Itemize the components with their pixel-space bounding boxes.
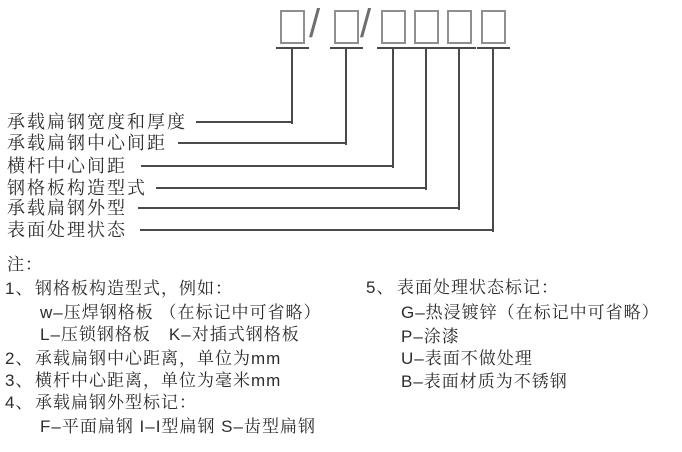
leader-horizontal-3 [141, 165, 394, 167]
leader-horizontal-5 [138, 207, 460, 209]
leader-horizontal-6 [140, 229, 494, 231]
note-item-5-sub-p: P–涂漆 [401, 327, 460, 346]
code-box-3 [381, 10, 406, 44]
note-item-4-number: 4、 [5, 393, 34, 412]
separator-slash-1: / [309, 2, 321, 46]
code-box-6 [481, 10, 506, 44]
leader-horizontal-4 [156, 187, 427, 189]
note-item-2-text: 承载扁钢中心距离，单位为mm [35, 349, 282, 368]
note-item-4-text: 承载扁钢外型标记： [35, 393, 197, 412]
code-box-4 [414, 10, 439, 44]
field-label-width-thickness: 承载扁钢宽度和厚度 [7, 112, 187, 132]
note-item-3 [5, 370, 281, 392]
note-item-1-sub-lk: L–压锁钢格板 K–对插式钢格板 [40, 325, 300, 344]
note-item-2-number: 2、 [5, 349, 34, 368]
code-box-1 [280, 10, 305, 44]
field-label-crossbar-spacing: 横杆中心间距 [7, 156, 127, 176]
note-item-1 [5, 278, 233, 300]
field-label-construction-type: 钢格板构造型式 [7, 178, 147, 198]
note-item-5-sub-u: U–表面不做处理 [401, 349, 533, 368]
leader-vertical-4 [425, 47, 427, 190]
code-box-2 [334, 10, 359, 44]
leader-horizontal-1 [196, 121, 293, 123]
leader-vertical-6 [492, 47, 494, 232]
code-box-5 [447, 10, 472, 44]
leader-vertical-3 [392, 47, 394, 168]
notes-heading: 注： [7, 255, 43, 274]
note-item-5-sub-g: G–热浸镀锌（在标记中可省略） [401, 303, 660, 322]
field-label-flat-steel-shape: 承载扁钢外型 [7, 198, 127, 218]
note-item-1-text: 钢格板构造型式，例如： [35, 279, 233, 298]
note-item-3-text: 横杆中心距离，单位为毫米mm [35, 371, 282, 390]
leader-vertical-2 [345, 47, 347, 145]
leader-vertical-1 [291, 47, 293, 124]
note-item-5-number: 5、 [366, 278, 395, 297]
note-item-5 [366, 277, 559, 299]
note-item-1-sub-w: w–压焊钢格板 （在标记中可省略） [40, 303, 322, 322]
note-item-3-number: 3、 [5, 371, 34, 390]
field-label-center-spacing: 承载扁钢中心间距 [7, 133, 167, 153]
leader-vertical-5 [458, 47, 460, 210]
note-item-4 [5, 392, 197, 414]
note-item-2 [5, 348, 281, 370]
leader-horizontal-2 [178, 142, 347, 144]
note-item-5-sub-b: B–表面材质为不锈钢 [401, 372, 568, 391]
note-item-4-sub-fis: F–平面扁钢 I–I型扁钢 S–齿型扁钢 [40, 417, 316, 436]
note-item-5-text: 表面处理状态标记： [397, 278, 559, 297]
field-label-surface-treatment: 表面处理状态 [7, 220, 127, 240]
separator-slash-2: / [360, 2, 372, 46]
note-item-1-number: 1、 [5, 279, 34, 298]
